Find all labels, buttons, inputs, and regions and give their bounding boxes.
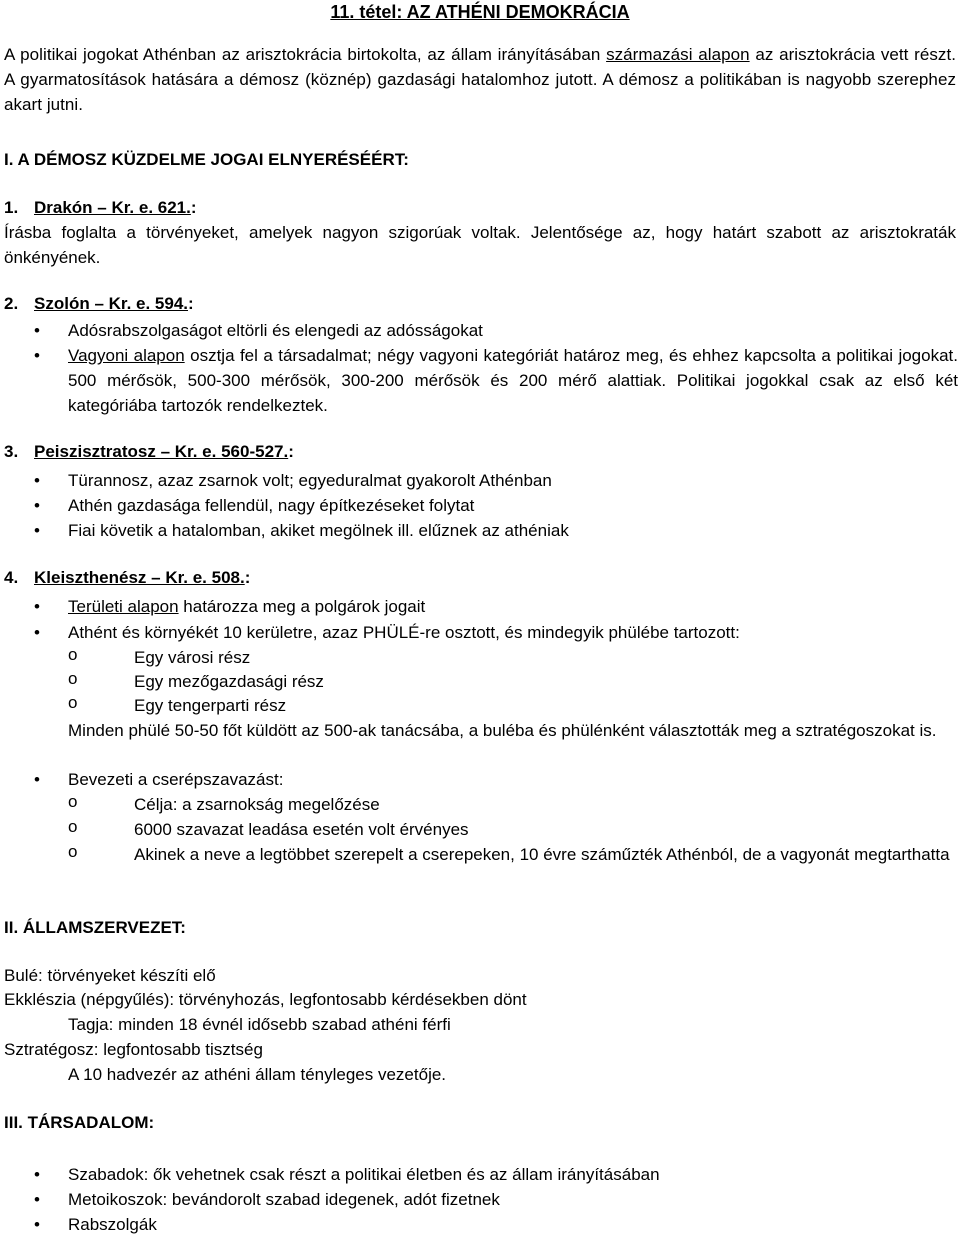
- sub-marker: o: [68, 645, 78, 664]
- bullet-marker: •: [34, 321, 40, 340]
- bullet-marker: •: [34, 1215, 40, 1234]
- strategos-line: Sztratégosz: legfontosabb tisztség: [4, 1040, 263, 1059]
- sub-marker: o: [68, 669, 78, 688]
- kleiszthenesz-bullet-3: Bevezeti a cserépszavazást:: [68, 770, 284, 789]
- szolon-bullet-2: [68, 343, 958, 418]
- section3-heading: III. TÁRSADALOM:: [4, 1113, 155, 1132]
- szolon-colon: :: [188, 294, 194, 313]
- sub-marker: o: [68, 842, 78, 861]
- bullet-marker: •: [34, 1190, 40, 1209]
- kleiszthenesz-colon: :: [244, 568, 251, 587]
- kleiszthenesz-heading: [4, 568, 250, 588]
- szolon-title: Szolón – Kr. e. 594.: [34, 294, 189, 313]
- peiszisztratosz-bullet: Türannosz, azaz zsarnok volt; egyeduralmat gyakorolt Athénban: [68, 471, 552, 490]
- bullet-marker: •: [34, 471, 40, 490]
- szolon-bullet-2-text: osztja fel a társadalmat; négy vagyoni kategóriát határoz meg, és ehhez kapcsolta a politikai jogokat. 500 mérősök, 500-300 mérősök, 300-200 mérősök és 200 mérő alattiak. Politikai jogokkal csak az első két kategóriába tartozók rendelkeztek.: [68, 346, 958, 415]
- drakon-number: 1.: [4, 198, 19, 217]
- kleiszthenesz-bullet-2: Athént és környékét 10 kerületre, azaz PHÜLÉ-re osztott, és mindegyik phülébe tartozott:: [68, 623, 740, 642]
- kleiszthenesz-bullet-1: [68, 594, 958, 619]
- sub-marker: o: [68, 817, 78, 836]
- drakon-heading: [4, 198, 197, 218]
- szolon-heading: [4, 294, 194, 314]
- drakon-text: Írásba foglalta a törvényeket, amelyek nagyon szigorúak voltak. Jelentősége az, hogy határt szabott az arisztokraták önkényének.: [4, 223, 956, 267]
- kleiszthenesz-note: Minden phülé 50-50 főt küldött az 500-ak tanácsába, a buléba és phülénként választották meg a sztratégoszokat is.: [68, 721, 937, 740]
- kleiszthenesz-bullet-1-text: határozza meg a polgárok jogait: [178, 597, 426, 616]
- kleiszthenesz-title: Kleiszthenész – Kr. e. 508.: [34, 568, 245, 587]
- document-title: 11. tétel: AZ ATHÉNI DEMOKRÁCIA: [330, 2, 630, 22]
- bullet-marker: •: [34, 346, 40, 365]
- phule-part: Egy tengerparti rész: [134, 696, 287, 715]
- section1-heading: I. A DÉMOSZ KÜZDELME JOGAI ELNYERÉSÉÉRT:: [4, 150, 409, 169]
- ostracism-point: 6000 szavazat leadása esetén volt érvényes: [134, 820, 469, 839]
- szolon-underlined-term: Vagyoni alapon: [68, 346, 185, 365]
- szolon-number: 2.: [4, 294, 19, 313]
- society-bullet: Rabszolgák: [68, 1215, 157, 1234]
- bullet-marker: •: [34, 496, 40, 515]
- section2-heading: II. ÁLLAMSZERVEZET:: [4, 918, 186, 937]
- peiszisztratosz-colon: :: [288, 442, 294, 461]
- drakon-title: Drakón – Kr. e. 621.: [34, 198, 191, 217]
- peiszisztratosz-bullet: Athén gazdasága fellendül, nagy építkezéseket folytat: [68, 496, 475, 515]
- bullet-marker: •: [34, 597, 40, 616]
- szolon-bullet-1: Adósrabszolgaságot eltörli és elengedi az adósságokat: [68, 321, 483, 340]
- ekklesia-line: Ekklészia (népgyűlés): törvényhozás, legfontosabb kérdésekben dönt: [4, 990, 527, 1009]
- kleiszthenesz-underlined-term: Területi alapon: [68, 597, 179, 616]
- bullet-marker: •: [34, 623, 40, 642]
- strategos-detail-line: A 10 hadvezér az athéni állam tényleges vezetője.: [68, 1065, 447, 1084]
- sub-marker: o: [68, 792, 78, 811]
- peiszisztratosz-bullet: Fiai követik a hatalomban, akiket megölnek ill. elűznek az athéniak: [68, 521, 569, 540]
- society-bullet: Szabadok: ők vehetnek csak részt a politikai életben és az állam irányításában: [68, 1165, 660, 1184]
- intro-paragraph: [4, 42, 956, 117]
- intro-text-2: az arisztokrácia vett részt. A gyarmatosítások hatására a démosz (köznép) gazdasági hatalomhoz jutott. A démosz a politikában is nagyobb szerephez akart jutni.: [4, 45, 957, 114]
- bullet-marker: •: [34, 1165, 40, 1184]
- bullet-marker: •: [34, 521, 40, 540]
- phule-part: Egy mezőgazdasági rész: [134, 672, 324, 691]
- phule-part: Egy városi rész: [134, 648, 251, 667]
- ostracism-point: Akinek a neve a legtöbbet szerepelt a cserepeken, 10 évre száműzték Athénból, de a vagyonát megtarthatta: [134, 845, 950, 864]
- drakon-colon: :: [190, 198, 197, 217]
- peiszisztratosz-title: Peiszisztratosz – Kr. e. 560-527.: [34, 442, 289, 461]
- sub-marker: o: [68, 693, 78, 712]
- kleiszthenesz-number: 4.: [4, 568, 19, 587]
- society-bullet: Metoikoszok: bevándorolt szabad idegenek, adót fizetnek: [68, 1190, 500, 1209]
- bule-line: Bulé: törvényeket készíti elő: [4, 966, 216, 985]
- peiszisztratosz-heading: [4, 442, 294, 462]
- intro-text-1: A politikai jogokat Athénban az arisztokrácia birtokolta, az állam irányításában: [4, 45, 607, 64]
- peiszisztratosz-number: 3.: [4, 442, 19, 461]
- intro-underlined-term: származási alapon: [606, 45, 750, 64]
- ekklesia-member-line: Tagja: minden 18 évnél idősebb szabad athéni férfi: [68, 1015, 451, 1034]
- bullet-marker: •: [34, 770, 40, 789]
- ostracism-point: Célja: a zsarnokság megelőzése: [134, 795, 380, 814]
